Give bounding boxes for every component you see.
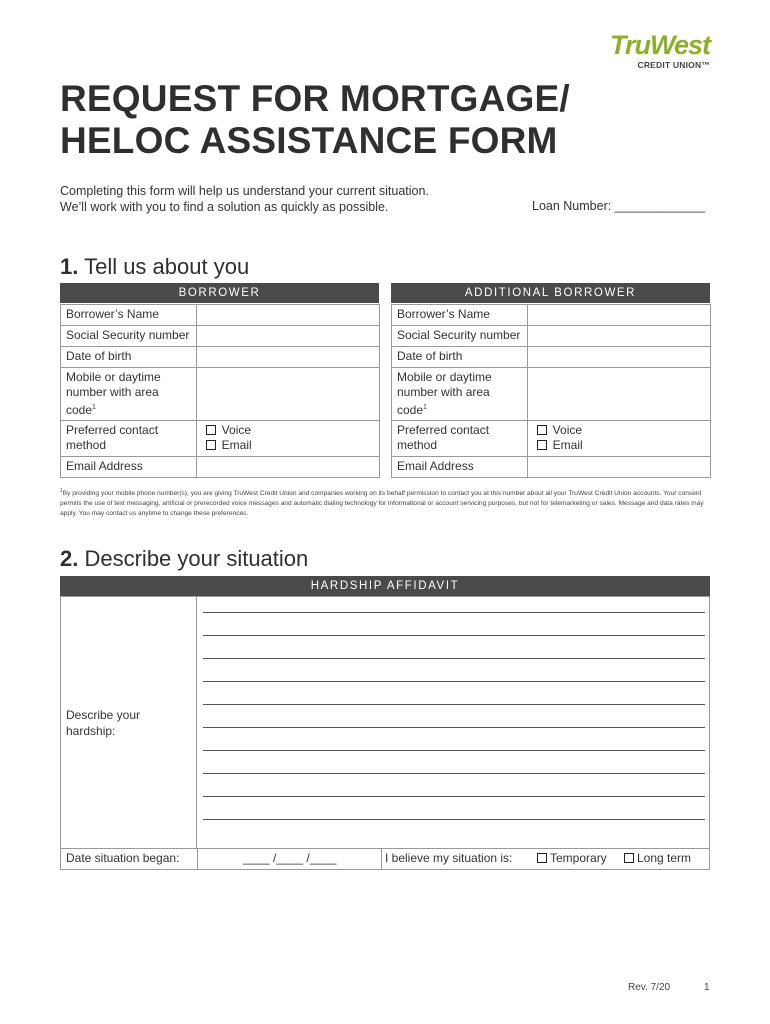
checkbox-icon[interactable] (206, 440, 216, 450)
revision-label: Rev. 7/20 (628, 982, 671, 993)
checkbox-icon[interactable] (206, 425, 216, 435)
section-1-heading (60, 254, 249, 280)
hardship-label-line-2: hardship: (66, 724, 116, 738)
borrower-email-input[interactable] (196, 457, 379, 478)
phone-label-code: code (397, 403, 424, 417)
hardship-line[interactable] (203, 773, 705, 774)
additional-dob-label: Date of birth (392, 347, 528, 368)
additional-email-option[interactable] (533, 438, 705, 453)
additional-name-input[interactable] (527, 305, 710, 326)
additional-ssn-input[interactable] (527, 326, 710, 347)
voice-label: Voice (552, 423, 583, 437)
contact-label-line-1: Preferred contact (397, 423, 490, 437)
borrower-ssn-input[interactable] (196, 326, 379, 347)
title-line-2: HELOC ASSISTANCE FORM (60, 120, 558, 161)
checkbox-icon[interactable] (537, 425, 547, 435)
date-situation-label: Date situation began: (66, 851, 180, 865)
email-option-label: Email (552, 438, 583, 452)
additional-borrower-table (391, 304, 711, 478)
checkbox-icon[interactable] (537, 853, 547, 863)
hardship-line[interactable] (203, 796, 705, 797)
additional-name-label: Borrower’s Name (392, 305, 528, 326)
footnote-text: By providing your mobile phone number(s), you are giving TruWest Credit Union and companies working on its behalf permission to contact you at this number about all your TruWest Credit Union accounts. Your consent permits the use of text messaging, artificial or prerecorded voice messages and automatic dialing technology for informational or account servicing purposes, but not for telemarketing or sales. Message and data rates may apply. You may contact us anytime to change these preferences. (60, 490, 704, 518)
additional-email-input[interactable] (527, 457, 710, 478)
believe-label: I believe my situation is: (385, 851, 513, 865)
page-title (60, 78, 570, 162)
borrower-dob-label: Date of birth (61, 347, 197, 368)
borrower-name-input[interactable] (196, 305, 379, 326)
hardship-line[interactable] (203, 612, 705, 613)
borrower-phone-label (61, 368, 197, 421)
phone-label-line-2: number with area (397, 385, 490, 399)
additional-borrower-header: ADDITIONAL BORROWER (391, 283, 710, 303)
phone-footnote-marker: 1 (423, 404, 427, 411)
logo-subtitle: CREDIT UNION™ (637, 60, 710, 70)
intro-text (60, 183, 429, 215)
hardship-label-line-1: Describe your (66, 708, 141, 722)
borrower-dob-input[interactable] (196, 347, 379, 368)
additional-dob-input[interactable] (527, 347, 710, 368)
cell-divider (197, 849, 198, 869)
phone-label-line-3 (66, 400, 191, 418)
voice-label: Voice (221, 423, 252, 437)
borrower-header: BORROWER (60, 283, 379, 303)
date-situation-row (60, 849, 710, 870)
long-term-label: Long term (637, 851, 692, 865)
hardship-line[interactable] (203, 819, 705, 820)
additional-phone-input[interactable] (527, 368, 710, 421)
hardship-line[interactable] (203, 658, 705, 659)
section-2-heading (60, 546, 308, 572)
borrower-email-label: Email Address (61, 457, 197, 478)
phone-label-line-1: Mobile or daytime (397, 370, 492, 384)
additional-contact-label (392, 421, 528, 457)
checkbox-icon[interactable] (537, 440, 547, 450)
intro-line-2: We’ll work with you to find a solution as quickly as possible. (60, 200, 389, 214)
additional-email-label: Email Address (392, 457, 528, 478)
hardship-affidavit-header: HARDSHIP AFFIDAVIT (60, 576, 710, 596)
additional-contact-options (527, 421, 710, 457)
temporary-label: Temporary (550, 851, 607, 865)
additional-phone-label (392, 368, 528, 421)
title-line-1: REQUEST FOR MORTGAGE/ (60, 78, 570, 119)
hardship-line[interactable] (203, 750, 705, 751)
page-number: 1 (704, 982, 710, 993)
hardship-label-cell (61, 597, 197, 848)
loan-number-field[interactable]: Loan Number: _____________ (532, 199, 706, 213)
borrower-name-label: Borrower’s Name (61, 305, 197, 326)
borrower-phone-input[interactable] (196, 368, 379, 421)
checkbox-icon[interactable] (624, 853, 634, 863)
intro-line-1: Completing this form will help us understand your current situation. (60, 184, 429, 198)
contact-label-line-2: method (397, 438, 438, 452)
borrower-contact-options (196, 421, 379, 457)
date-situation-input[interactable]: ____ /____ /____ (243, 851, 337, 865)
hardship-box (60, 596, 710, 849)
footnote-marker: 1 (60, 488, 63, 494)
phone-footnote-marker: 1 (92, 404, 96, 411)
phone-label-line-3 (397, 400, 522, 418)
phone-label-code: code (66, 403, 93, 417)
borrower-table (60, 304, 380, 478)
section-1-title: Tell us about you (84, 254, 250, 279)
borrower-ssn-label: Social Security number (61, 326, 197, 347)
section-2-title: Describe your situation (84, 546, 309, 571)
hardship-label (66, 707, 176, 739)
phone-label-line-2: number with area (66, 385, 159, 399)
long-term-option[interactable] (624, 851, 691, 866)
borrower-email-option[interactable] (202, 438, 374, 453)
cell-divider (381, 849, 382, 869)
logo-wordmark: TruWest (609, 30, 710, 60)
hardship-line[interactable] (203, 704, 705, 705)
consent-footnote (60, 486, 710, 519)
additional-voice-option[interactable] (533, 423, 705, 438)
section-2-number: 2. (60, 546, 79, 571)
section-1-number: 1. (60, 254, 79, 279)
contact-label-line-1: Preferred contact (66, 423, 159, 437)
email-option-label: Email (221, 438, 252, 452)
temporary-option[interactable] (537, 851, 607, 866)
truwest-logo (600, 32, 710, 70)
borrower-voice-option[interactable] (202, 423, 374, 438)
hardship-line[interactable] (203, 681, 705, 682)
hardship-line[interactable] (203, 727, 705, 728)
borrower-contact-label (61, 421, 197, 457)
additional-ssn-label: Social Security number (392, 326, 528, 347)
contact-label-line-2: method (66, 438, 107, 452)
phone-label-line-1: Mobile or daytime (66, 370, 161, 384)
hardship-line[interactable] (203, 635, 705, 636)
